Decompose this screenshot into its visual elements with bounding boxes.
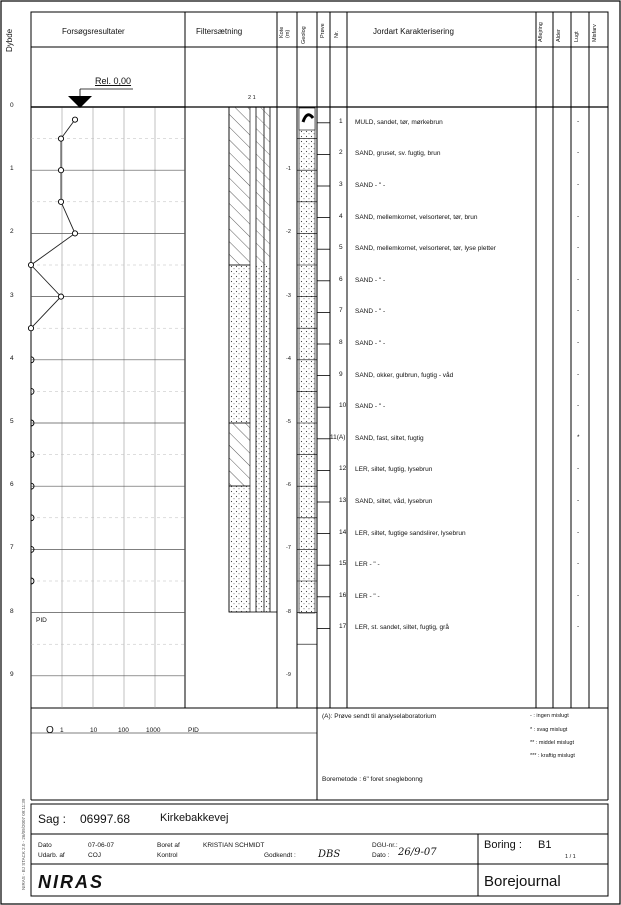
soil-description: LER, siltet, fugtig, lysebrun <box>355 466 433 474</box>
sample-number: 2 <box>339 149 343 157</box>
soil-description: LER, st. sandet, siltet, fugtig, grå <box>355 624 449 632</box>
odor-mark: - <box>577 528 580 536</box>
kote-tick-label: -9 <box>286 671 291 678</box>
udarb-value: COJ <box>88 852 101 859</box>
godkendt-signature: DBS <box>318 849 341 860</box>
sample-number: 13 <box>339 497 347 504</box>
geolog-header: Geolog <box>301 26 307 44</box>
kote-tick-label: -1 <box>286 166 291 173</box>
soil-description: SAND, mellemkornet, velsorteret, tør, lyse pletter <box>355 245 496 253</box>
sample-number: 4 <box>339 212 343 220</box>
sample-number: 11(A) <box>330 433 346 441</box>
legend-item: * : svag mislugt <box>530 727 568 733</box>
sample-number: 1 <box>339 117 343 125</box>
odor-mark: - <box>577 591 580 599</box>
depth-tick-label: 8 <box>10 607 14 615</box>
legend-item: - : ingen mislugt <box>530 713 569 719</box>
soil-description: SAND, siltet, våd, lysebrun <box>355 498 433 505</box>
lugt-header: Lugt <box>574 31 580 42</box>
sample-number: 5 <box>339 244 343 252</box>
soil-description: SAND, mellemkornet, velsorteret, tør, brun <box>355 213 478 221</box>
depth-tick-label: 3 <box>10 291 14 299</box>
pid-point <box>58 294 63 299</box>
kote-unit: (m) <box>285 29 291 38</box>
legend-item: ** : middel mislugt <box>530 740 575 746</box>
kote-tick-label: -4 <box>286 355 291 362</box>
sample-number: 12 <box>339 465 347 473</box>
odor-mark: - <box>577 560 580 568</box>
alder-header: Alder <box>556 29 562 42</box>
soil-description: SAND - " - <box>355 340 386 347</box>
depth-tick-label: 9 <box>10 670 14 678</box>
kote-tick-label: -2 <box>286 229 291 236</box>
pid-point <box>58 199 63 204</box>
forsogsresultater-header: Forsøgsresultater <box>62 27 125 36</box>
boret-label: Boret af <box>157 842 180 849</box>
boremetode: Boremetode : 6" foret sneglebonng <box>322 776 423 783</box>
soil-description: SAND, okker, gulbrun, fugtig - våd <box>355 371 454 379</box>
kote-tick-label: -5 <box>286 419 291 425</box>
sample-number: 3 <box>339 181 343 188</box>
sample-number: 6 <box>339 275 343 283</box>
sample-number: 14 <box>339 528 347 536</box>
soil-description: SAND, gruset, sv. fugtig, brun <box>355 150 441 158</box>
dato-label: Dato <box>38 842 52 849</box>
pid-curve-label: PID <box>36 617 47 624</box>
odor-mark: * <box>577 433 580 441</box>
legend-item: *** : kraftig mislugt <box>530 753 575 759</box>
sample-number: 16 <box>339 591 347 599</box>
sample-number: 15 <box>339 560 347 568</box>
pid-scale-tick: 10 <box>90 727 98 734</box>
kontrol-label: Kontrol <box>157 852 178 859</box>
odor-mark: - <box>577 181 580 188</box>
udarb-label: Udarb. af <box>38 852 65 859</box>
dybde-header: Dybde <box>5 28 14 52</box>
odor-mark: - <box>577 244 580 252</box>
sample-number: 17 <box>339 623 347 631</box>
depth-tick-label: 7 <box>10 544 14 552</box>
kote-header: Kote <box>279 26 285 38</box>
aflejring-header: Aflejring <box>538 22 544 42</box>
sag-number: 06997.68 <box>80 812 131 826</box>
dato2-label: Dato : <box>372 852 390 859</box>
depth-tick-label: 5 <box>10 418 14 425</box>
odor-mark: - <box>577 117 580 125</box>
pid-scale-tick: 100 <box>118 727 129 734</box>
soil-description: LER, siltet, fugtige sandslirer, lysebrun <box>355 529 466 537</box>
sag-name: Kirkebakkevej <box>160 812 229 824</box>
dato-value: 07-06-07 <box>88 842 115 849</box>
soil-description: SAND, fast, siltet, fugtig <box>355 434 424 442</box>
odor-mark: - <box>577 402 580 410</box>
odor-mark: - <box>577 149 580 157</box>
kote-tick-label: -6 <box>286 482 291 489</box>
jordart-header: Jordart Karakterisering <box>373 27 454 36</box>
boring-value: B1 <box>538 839 552 851</box>
borejournal-title: Borejournal <box>484 873 561 890</box>
kote-tick-label: -7 <box>286 545 291 552</box>
pid-scale-tick: 1 <box>60 727 64 734</box>
pid-point <box>72 231 77 236</box>
odor-mark: - <box>577 497 580 504</box>
dgu-label: DGU-nr.: <box>372 842 398 849</box>
soil-description: LER - " - <box>355 561 380 569</box>
depth-tick-label: 6 <box>10 481 14 489</box>
reference-level-label: Rel. 0,00 <box>95 76 132 86</box>
misfarv-header: Misfarv <box>592 24 598 42</box>
soil-description: SAND - " - <box>355 276 386 284</box>
odor-mark: - <box>577 370 580 378</box>
filter-top-marks: 2 1 <box>248 95 256 101</box>
odor-mark: - <box>577 212 580 220</box>
kote-tick-label: -3 <box>286 292 291 299</box>
pid-scale-label: PID <box>188 727 199 734</box>
odor-mark: - <box>577 339 580 346</box>
pid-point <box>28 326 33 331</box>
godkendt-label: Godkendt : <box>264 852 296 859</box>
filtersaetning-header: Filtersætning <box>196 27 243 36</box>
page-number: 1 / 1 <box>565 854 576 860</box>
sample-number: 9 <box>339 370 343 378</box>
reference-level-marker <box>68 96 92 108</box>
soil-description: SAND - " - <box>355 403 386 411</box>
boring-label: Boring : <box>484 839 522 851</box>
depth-tick-label: 0 <box>10 102 14 109</box>
odor-mark: - <box>577 275 580 283</box>
boret-value: KRISTIAN SCHMIDT <box>203 842 265 849</box>
depth-tick-label: 1 <box>10 165 14 173</box>
dato2-signature: 26/9-07 <box>398 847 437 858</box>
pid-point <box>72 117 77 122</box>
odor-mark: - <box>577 623 580 631</box>
prove-header: Prøve <box>320 23 326 38</box>
odor-mark: - <box>577 465 580 473</box>
soil-description: SAND - " - <box>355 308 386 316</box>
pid-scale-zero: O <box>46 725 54 736</box>
nr-header: Nr. <box>334 30 340 38</box>
print-stamp: NIRAS - BJ STACK 2.0 - 26/09/2007 09:11:39 <box>21 798 26 890</box>
niras-logo: NIRAS <box>38 872 105 892</box>
depth-tick-label: 2 <box>10 228 14 236</box>
pid-point <box>58 168 63 173</box>
pid-scale-tick: 1000 <box>146 727 161 734</box>
odor-mark: - <box>577 307 580 315</box>
pid-point <box>28 262 33 267</box>
soil-description: SAND - " - <box>355 182 386 189</box>
pid-point <box>58 136 63 141</box>
sag-label: Sag : <box>38 812 67 826</box>
kote-tick-label: -8 <box>286 608 291 615</box>
depth-tick-label: 4 <box>10 354 14 362</box>
soil-description: LER - " - <box>355 592 380 600</box>
sample-number: 7 <box>339 307 343 315</box>
sample-number: 8 <box>339 339 343 346</box>
sample-number: 10 <box>339 402 347 410</box>
legend-note: (A): Prøve sendt til analyselaboratorium <box>322 713 437 720</box>
soil-description: MULD, sandet, tør, mørkebrun <box>355 118 443 126</box>
